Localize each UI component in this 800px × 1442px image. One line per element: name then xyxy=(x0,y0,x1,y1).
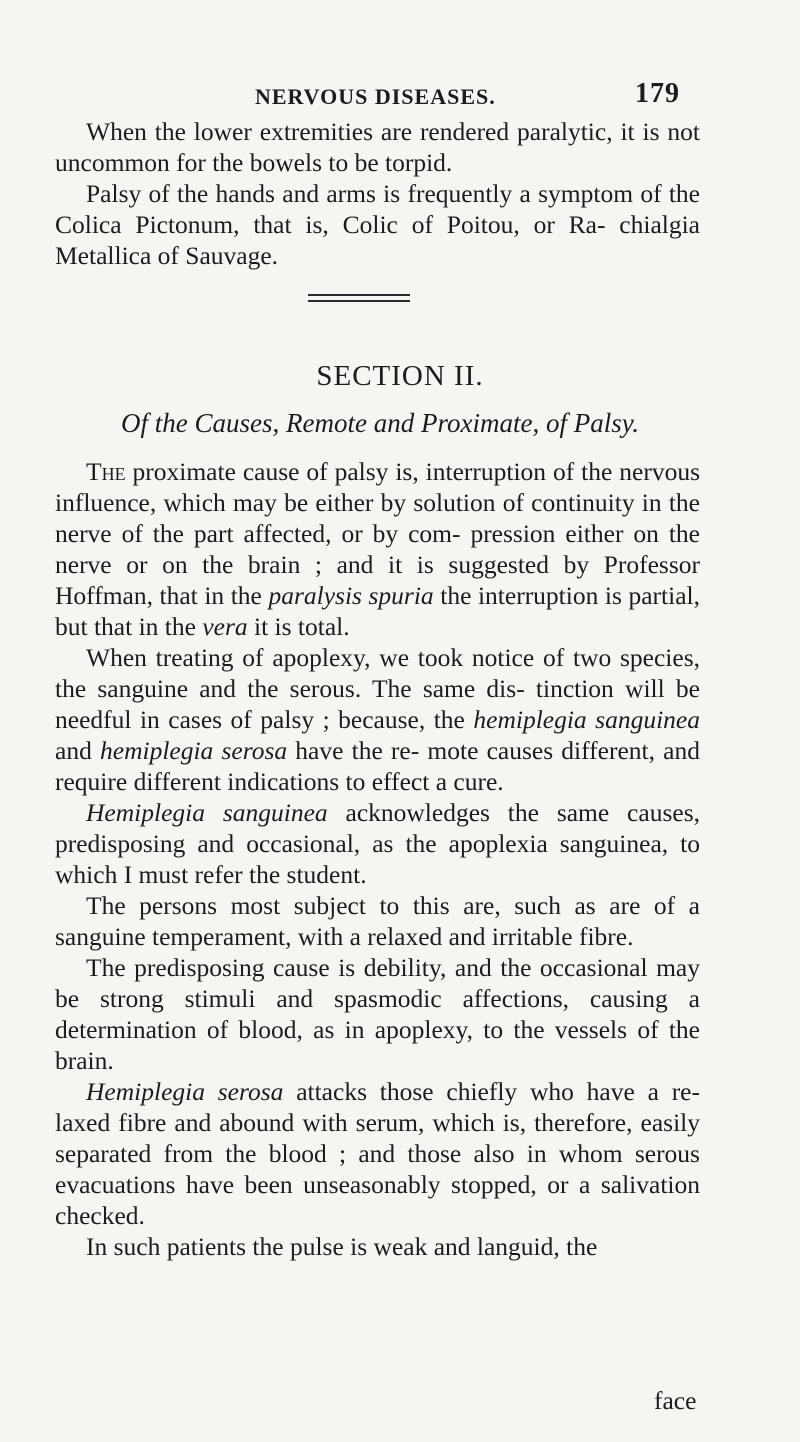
lead-word: The xyxy=(86,457,126,486)
header-title: NERVOUS DISEASES. xyxy=(255,84,496,109)
paragraph-pulse: In such patients the pulse is weak and languid, the xyxy=(86,1232,598,1261)
catchword: face xyxy=(654,1386,697,1415)
paragraph-apoplexy-species: When treating of apoplexy, we took notice of two species, the sanguine and the serous. The same dis- tinction will be needful in cases of palsy ; because, the hemiplegia sanguinea and hemiplegia serosa have the re- mote causes different, and require different indications to effect a cure. xyxy=(55,643,700,796)
section-subheading: Of the Causes, Remote and Proximate, of Palsy. xyxy=(121,408,639,438)
section-rule-bottom xyxy=(308,300,410,302)
paragraph-hemiplegia-serosa: Hemiplegia serosa attacks those chiefly who have a re- laxed fibre and abound with serum, which is, therefore, easily separated from the blood ; and those also in whom serous evacuations have been unseasonably stopped, or a salivation checked. xyxy=(55,1077,700,1230)
paragraph-predisposing-cause: The predisposing cause is debility, and the occasional may be strong stimuli and spasmodic affections, causing a determination of blood, as in apoplexy, to the vessels of the brain. xyxy=(55,953,700,1075)
running-header xyxy=(255,78,680,110)
page-number: 179 xyxy=(635,78,680,109)
main-text-block xyxy=(55,456,700,1262)
section-heading: SECTION II. xyxy=(316,360,484,392)
paragraph-colica: Palsy of the hands and arms is frequently a symptom of the Colica Pictonum, that is, Colic of Poitou, or Ra- chialgia Metallica of Sauvage. xyxy=(55,179,700,270)
paragraph-bowels: When the lower extremities are rendered paralytic, it is not uncommon for the bowels to be torpid. xyxy=(55,117,700,177)
paragraph-proximate-cause: The proximate cause of palsy is, interruption of the nervous influence, which may be either by solution of continuity in the nerve of the part affected, or by com- pression either on the nerve or on the brain ; and it is suggested by Professor Hoffman, that in the paralysis spuria the interruption is partial, but that in the vera it is total. xyxy=(55,457,700,641)
section-rule-top xyxy=(308,294,410,296)
top-text-block xyxy=(55,116,700,271)
paragraph-hemiplegia-sanguinea: Hemiplegia sanguinea acknowledges the same causes, predisposing and occasional, as the apoplexia sanguinea, to which I must refer the student. xyxy=(55,798,700,889)
paragraph-persons-subject: The persons most subject to this are, such as are of a sanguine temperament, with a relaxed and irritable fibre. xyxy=(55,891,700,951)
